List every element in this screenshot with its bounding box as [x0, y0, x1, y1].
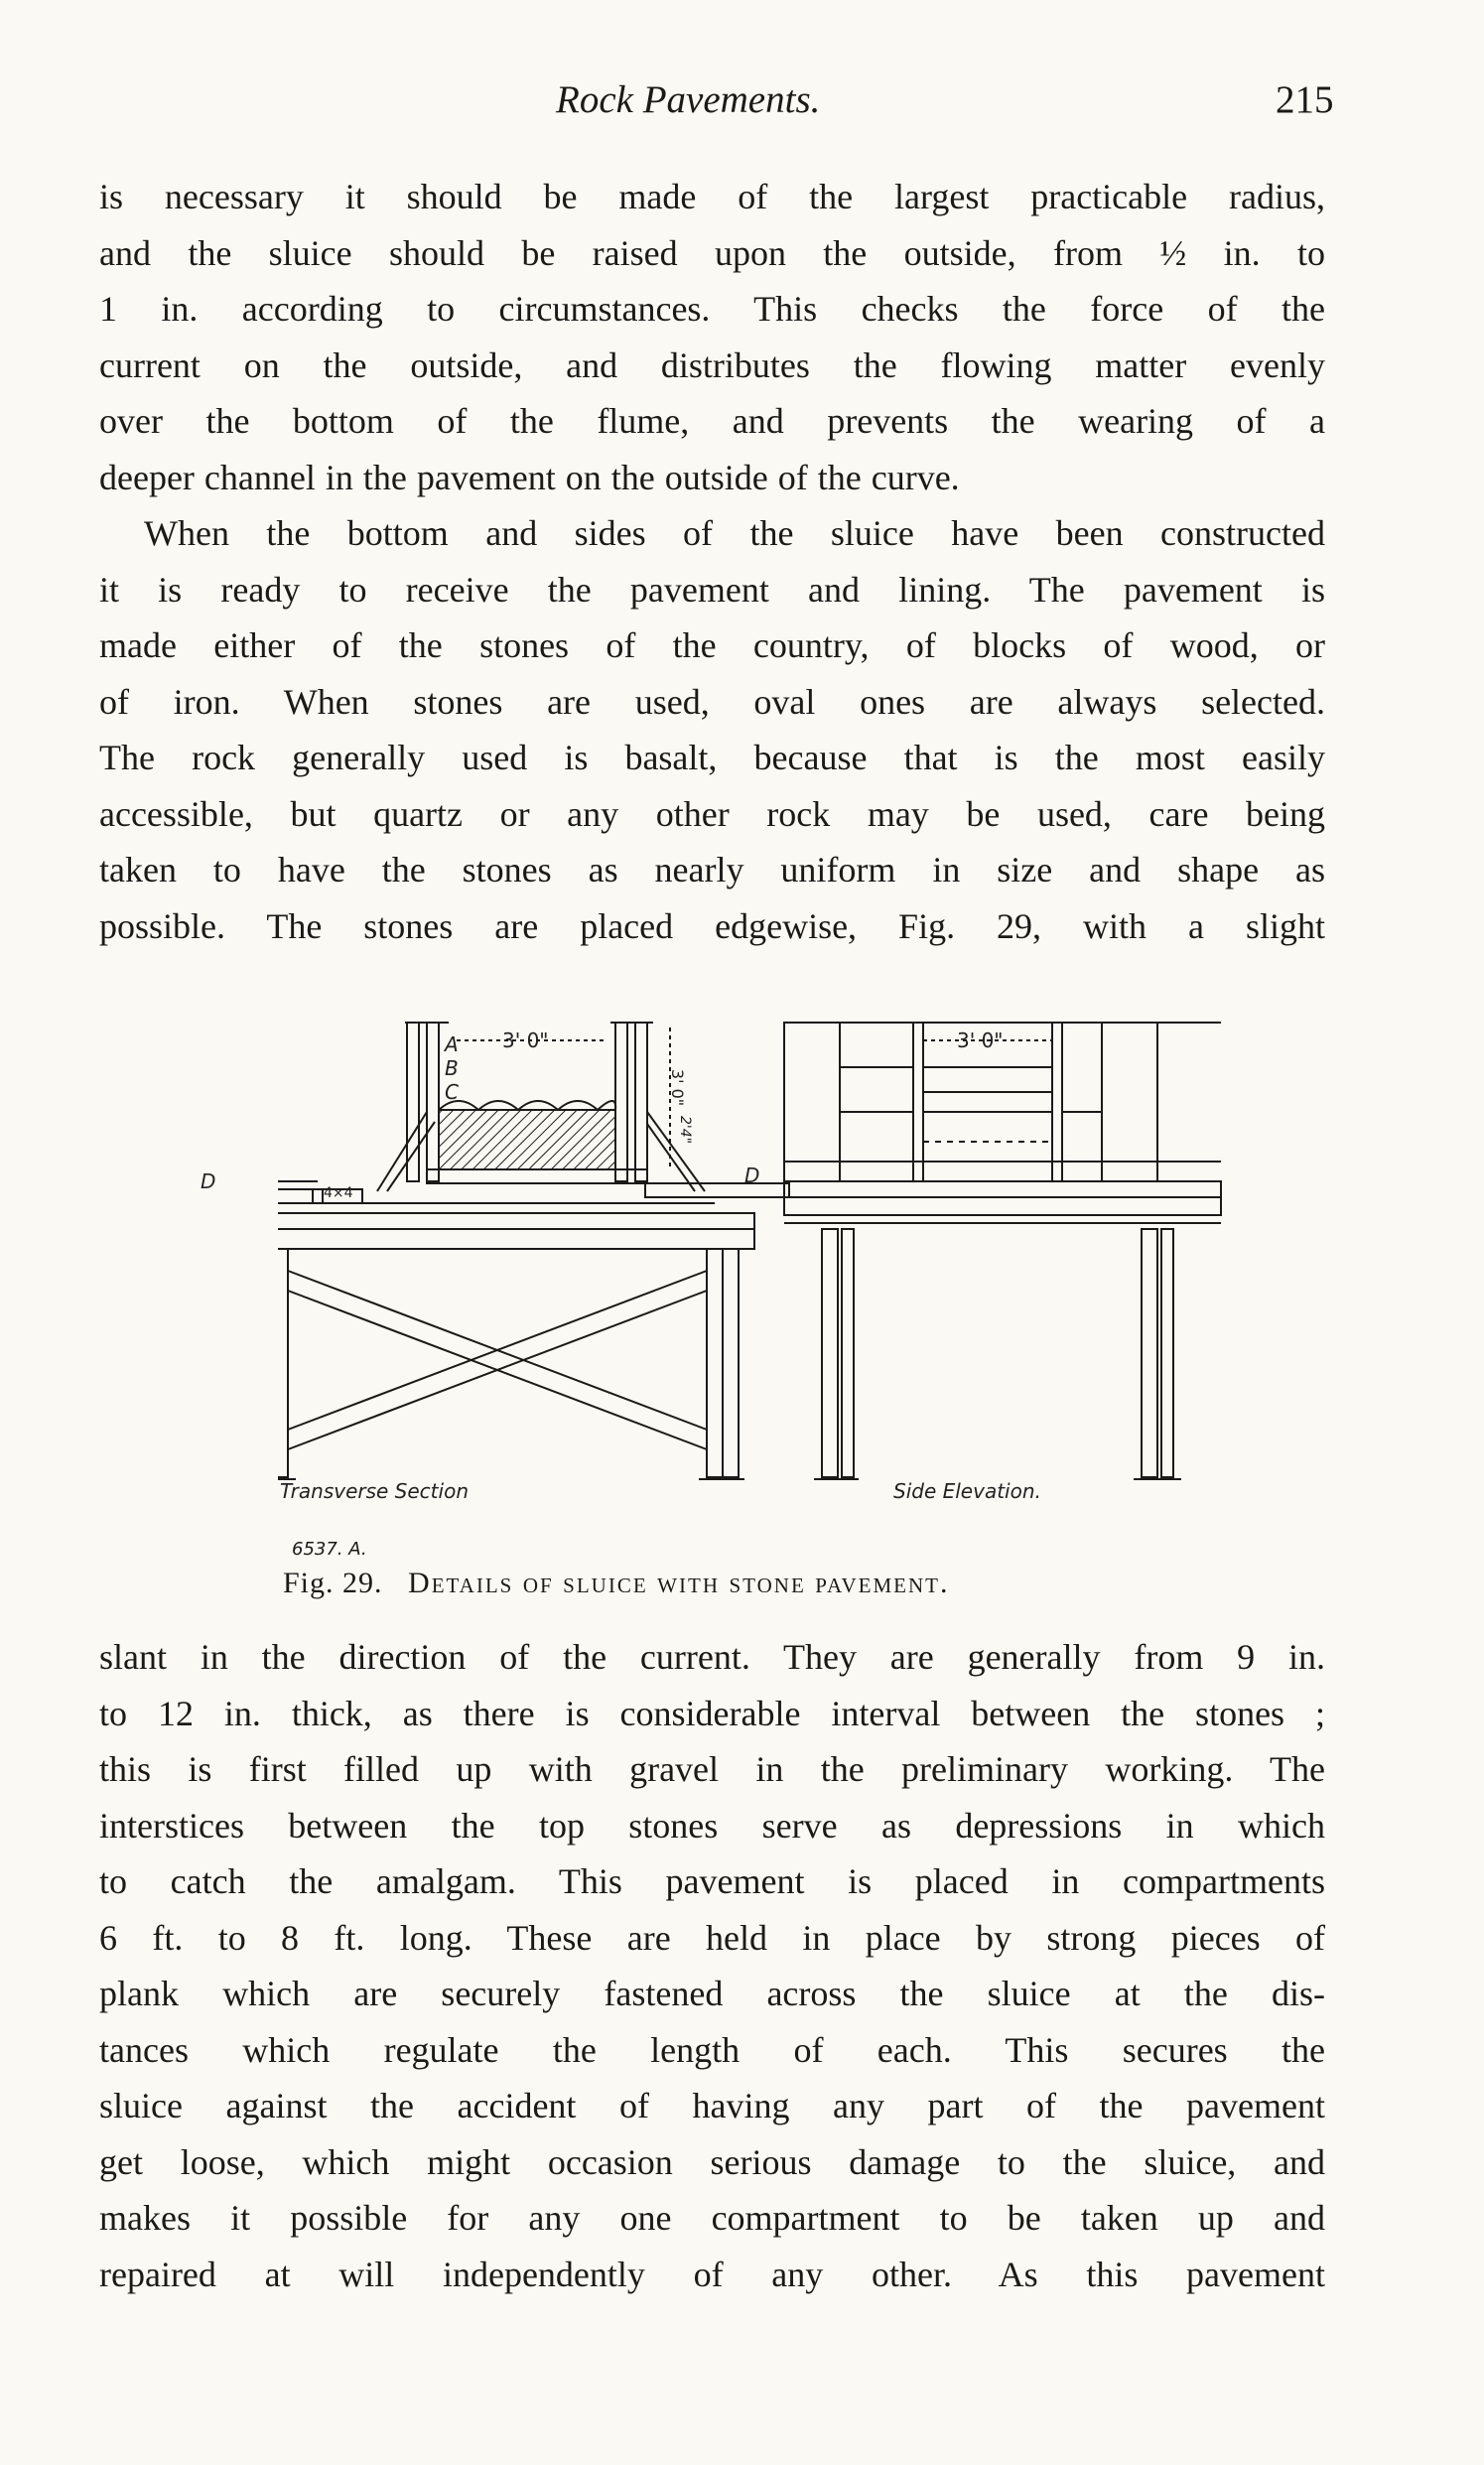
text-line: to 12 in. thick, as there is considerable interval between the stones ;	[99, 1693, 1325, 1733]
text-line: plank which are securely fastened across the sluice at the dis-	[99, 1974, 1325, 2013]
label-a: A	[445, 1032, 459, 1056]
transverse-section-drawing	[278, 1023, 789, 1479]
plate-number: 6537. A.	[292, 1539, 367, 1560]
text-line: 6 ft. to 8 ft. long. These are held in place by strong pieces of	[99, 1917, 1325, 1958]
label-width-right: 3' 0"	[957, 1028, 1004, 1052]
label-transverse-section: Transverse Section	[280, 1479, 469, 1503]
label-c: C	[445, 1080, 459, 1104]
caption-fig-number: Fig. 29.	[283, 1567, 383, 1599]
text-line: taken to have the stones as nearly uniform in size and shape as	[99, 850, 1325, 890]
text-line: accessible, but quartz or any other rock may be used, care being	[99, 793, 1325, 834]
text-line: possible. The stones are placed edgewise, Fig. 29, with a slight	[99, 905, 1325, 946]
text-line: made either of the stones of the country, of blocks of wood, or	[99, 625, 1325, 665]
caption-title: Details of sluice with stone pavement.	[408, 1567, 950, 1599]
text-line: deeper channel in the pavement on the outside of the curve.	[99, 457, 960, 497]
body-text-top	[99, 169, 1325, 954]
text-line: to catch the amalgam. This pavement is placed in compartments	[99, 1861, 1325, 1901]
text-line: tances which regulate the length of each. This secures the	[99, 2029, 1325, 2070]
text-line: is necessary it should be made of the largest practicable radius,	[99, 177, 1325, 216]
side-elevation-drawing	[784, 1023, 1221, 1479]
figure-caption	[283, 1567, 1276, 1600]
running-title: Rock Pavements.	[556, 78, 821, 121]
label-small-dim: 2'4"	[677, 1115, 694, 1145]
text-line: When the bottom and sides of the sluice have been constructed	[144, 513, 1325, 553]
text-line: it is ready to receive the pavement and lining. The pavement is	[99, 569, 1325, 610]
text-line: get loose, which might occasion serious damage to the sluice, and	[99, 2141, 1325, 2182]
text-line: this is first filled up with gravel in the preliminary working. The	[99, 1749, 1325, 1789]
text-line: and the sluice should be raised upon the outside, from ½ in. to	[99, 232, 1325, 273]
text-line: makes it possible for any one compartment to be taken up and	[99, 2198, 1325, 2238]
page-number: 215	[1276, 78, 1334, 121]
label-side-elevation: Side Elevation.	[893, 1479, 1041, 1503]
label-height-left: 3' 0"	[668, 1068, 688, 1107]
body-text-bottom	[99, 1629, 1325, 2302]
text-line: The rock generally used is basalt, because that is the most easily	[99, 738, 1325, 777]
page-header	[0, 69, 1484, 129]
sluice-drawing	[278, 993, 1231, 1549]
label-d-right: D	[744, 1164, 760, 1187]
label-b: B	[445, 1056, 459, 1080]
text-line: of iron. When stones are used, oval ones are always selected.	[99, 681, 1325, 722]
text-line: slant in the direction of the current. They are generally from 9 in.	[99, 1637, 1325, 1677]
text-line: repaired at will independently of any other. As this pavement	[99, 2254, 1325, 2294]
text-line: interstices between the top stones serve as depressions in which	[99, 1805, 1325, 1846]
figure-sluice-details	[201, 993, 1231, 1549]
text-line: sluice against the accident of having any part of the pavement	[99, 2086, 1325, 2125]
text-line: over the bottom of the flume, and prevents the wearing of a	[99, 401, 1325, 441]
label-width-left: 3' 0"	[502, 1028, 549, 1052]
label-d-left: D	[201, 1169, 216, 1193]
label-4x4: 4×4	[324, 1185, 353, 1201]
text-line: current on the outside, and distributes the flowing matter evenly	[99, 344, 1325, 385]
text-line: 1 in. according to circumstances. This checks the force of the	[99, 289, 1325, 329]
